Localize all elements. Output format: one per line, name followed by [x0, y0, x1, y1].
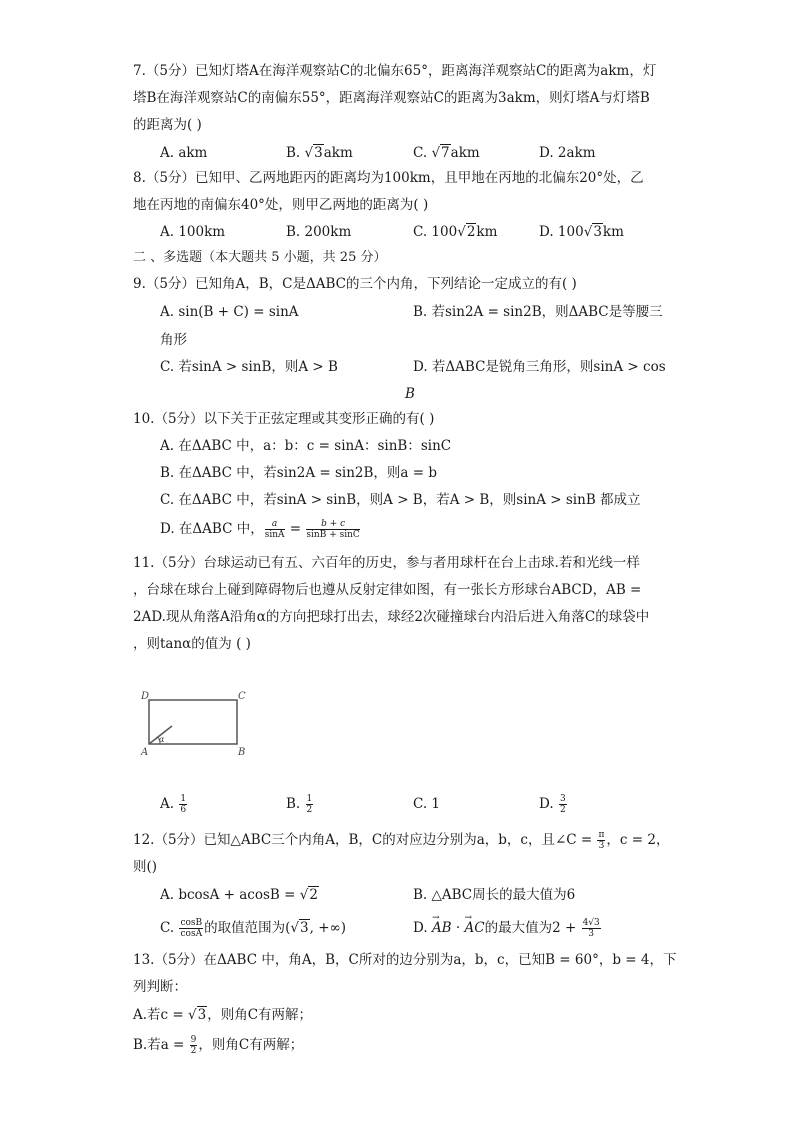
q12-option-c: C. $\frac{\cos B}{\cos A}$ 的取值范围为(√3, +∞) — [160, 918, 347, 939]
vertex-label-a: A — [141, 747, 149, 758]
q11-option-b: B. $\frac{1}{2}$ — [286, 794, 313, 815]
q12-option-a: A. bcosA + acosB = √2 — [160, 887, 318, 903]
q7-line2: 塔B在海洋观察站C的南偏东55°，距离海洋观察站C的距离为3akm，则灯塔A与灯塔B — [133, 90, 650, 106]
q10-line1: 10.（5分）以下关于正弦定理或其变形正确的有( ) — [133, 411, 435, 427]
q10-option-b: B. 在ΔABC 中，若sin2A = sin2B，则a = b — [160, 465, 438, 481]
q12-option-b: B. △ABC周长的最大值为6 — [413, 887, 576, 903]
q7-option-a: A. akm — [160, 145, 208, 161]
q9-option-d-line2: B — [405, 386, 415, 402]
q10-option-a: A. 在ΔABC 中，a：b：c = sinA：sinB：sinC — [160, 438, 452, 454]
q12-line1: 12.（5分）已知△ABC三个内角A，B，C的对应边分别为a，b，c，且∠C = $\frac{\pi}{3}$ ，c = 2， — [133, 830, 670, 851]
q13-option-b: B.若a = $\frac{9}{2}$ ，则角C有两解； — [133, 1035, 304, 1056]
q9-option-d-line1: D. 若ΔABC是锐角三角形，则sinA > cos — [413, 359, 666, 375]
q11-line1: 11.（5分）台球运动已有五、六百年的历史，参与者用球杆在台上击球.若和光线一样 — [133, 555, 640, 571]
q7-line1: 7.（5分）已知灯塔A在海洋观察站C的北偏东65°，距离海洋观察站C的距离为akm，灯 — [133, 63, 657, 79]
q13-line1: 13.（5分）在ΔABC 中，角A，B，C所对的边分别为a，b，c，已知B = 60°，b = 4，下 — [133, 952, 677, 968]
q11-line2: ，台球在球台上碰到障碍物后也遵从反射定律如图，有一张长方形球台ABCD，AB = — [133, 582, 642, 598]
q7-option-b: B. √3akm — [286, 145, 353, 161]
q7-option-c: C. √7akm — [413, 145, 480, 161]
vertex-label-d: D — [141, 691, 150, 702]
q11-option-c: C. 1 — [413, 796, 441, 812]
angle-label-alpha: α — [159, 735, 165, 744]
q7-option-d: D. 2akm — [539, 145, 596, 161]
q13-line2: 列判断： — [133, 979, 187, 995]
section-heading-multiple-choice: 二 、多选题（本大题共 5 小题，共 25 分） — [133, 250, 387, 265]
q8-option-c: C. 100√2km — [413, 224, 498, 240]
q8-option-d: D. 100√3km — [539, 224, 624, 240]
q9-option-c: C. 若sinA > sinB，则A > B — [160, 359, 338, 375]
q11-option-d: D. $\frac{3}{2}$ — [539, 794, 566, 815]
billiard-table-figure — [138, 688, 258, 760]
q11-option-a: A. $\frac{1}{6}$ — [160, 794, 187, 815]
q9-line1: 9.（5分）已知角A，B，C是ΔABC的三个内角，下列结论一定成立的有( ) — [133, 276, 577, 292]
q10-option-d: D. 在ΔABC 中， $\frac{a}{\sin A}$ = $\frac{b + c}{\sin B + \sin C}$ — [160, 519, 360, 540]
q10-option-c: C. 在ΔABC 中，若sinA > sinB，则A > B，若A > B，则sinA > sinB 都成立 — [160, 492, 641, 508]
q12-option-d: D. → AB · → AC的最大值为2 + $\frac{4√3}{3}$ — [413, 918, 602, 939]
q9-option-a: A. sin(B + C) = sinA — [160, 304, 299, 320]
vertex-label-b: B — [238, 747, 246, 758]
q8-option-a: A. 100km — [160, 224, 226, 240]
q12-line2: 则() — [133, 859, 158, 875]
q8-line2: 地在丙地的南偏东40°处，则甲乙两地的距离为( ) — [133, 197, 429, 213]
q11-line4: ，则tanα的值为 ( ) — [133, 636, 251, 652]
q11-line3: 2AD.现从角落A沿角α的方向把球打出去，球经2次碰撞球台内沿后进入角落C的球袋中 — [133, 609, 650, 625]
q9-option-b-line2: 角形 — [160, 332, 187, 348]
q7-line3: 的距离为( ) — [133, 117, 202, 133]
q13-option-a: A.若c = √3，则角C有两解； — [133, 1007, 313, 1023]
vertex-label-c: C — [238, 691, 246, 702]
q9-option-b-line1: B. 若sin2A = sin2B，则ΔABC是等腰三 — [413, 304, 663, 320]
q8-line1: 8.（5分）已知甲、乙两地距丙的距离均为100km，且甲地在丙地的北偏东20°处，乙 — [133, 170, 644, 186]
q8-option-b: B. 200km — [286, 224, 352, 240]
